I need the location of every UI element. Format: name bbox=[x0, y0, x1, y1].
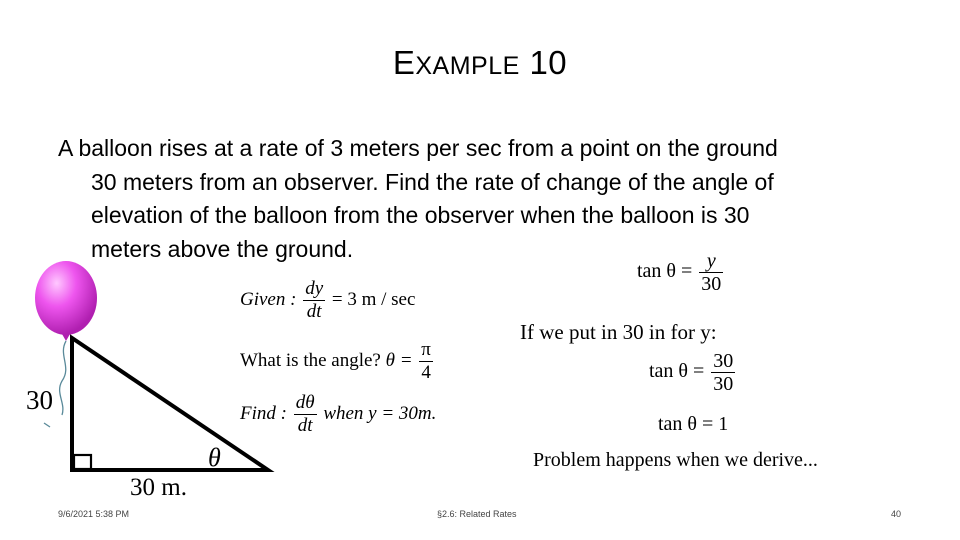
tan-result: tan θ = 1 bbox=[658, 413, 729, 435]
frac-num: y bbox=[699, 250, 723, 273]
tan-substituted bbox=[649, 350, 737, 395]
angle-theta-label: θ bbox=[208, 443, 221, 472]
frac-den: 30 bbox=[701, 273, 722, 295]
right-angle-mark bbox=[74, 455, 91, 469]
substitute-text: If we put in 30 in for y: bbox=[520, 320, 717, 344]
find-equation bbox=[240, 392, 436, 437]
footer-page-number: 40 bbox=[891, 509, 902, 519]
problem-line-4: meters above the ground. bbox=[91, 235, 354, 262]
frac-den: 4 bbox=[421, 362, 431, 383]
height-label: 30 bbox=[26, 385, 53, 415]
right-triangle bbox=[72, 338, 268, 470]
angle-question: What is the angle? bbox=[240, 349, 381, 371]
problem-note: Problem happens when we derive... bbox=[533, 449, 818, 471]
problem-statement bbox=[58, 132, 898, 266]
frac-num: 30 bbox=[713, 350, 734, 372]
dtheta-dt-fraction bbox=[294, 392, 317, 437]
frac-den: 30 bbox=[713, 373, 734, 395]
slide-title bbox=[0, 44, 960, 82]
title-small-caps: XAMPLE bbox=[415, 52, 520, 80]
angle-theta-eq: θ = bbox=[385, 349, 413, 371]
frac-num: dy bbox=[305, 278, 324, 299]
find-condition: when y = 30m. bbox=[323, 402, 437, 424]
title-first-letter: E bbox=[392, 44, 416, 81]
base-label: 30 m. bbox=[130, 474, 187, 501]
given-label: Given : bbox=[240, 288, 297, 310]
angle-equation bbox=[240, 339, 435, 384]
y-over-30-fraction bbox=[699, 250, 723, 295]
given-rhs: = 3 m / sec bbox=[331, 288, 416, 310]
footer-date: 9/6/2021 5:38 PM bbox=[58, 509, 130, 519]
frac-num: π bbox=[421, 339, 431, 360]
frac-den: dt bbox=[306, 301, 322, 322]
problem-line-2: 30 meters from an observer. Find the rate of change of the angle of bbox=[91, 168, 774, 195]
title-number: 10 bbox=[529, 44, 568, 81]
problem-line-1: A balloon rises at a rate of 3 meters per sec from a point on the ground bbox=[58, 135, 778, 161]
frac-den: dt bbox=[297, 415, 313, 436]
tan-lhs: tan θ = bbox=[637, 260, 693, 283]
tan-sub-lhs: tan θ = bbox=[649, 360, 705, 383]
frac-num: dθ bbox=[295, 392, 315, 413]
dy-dt-fraction bbox=[303, 278, 325, 323]
pi-over-4-fraction bbox=[419, 339, 433, 384]
footer-title: §2.6: Related Rates bbox=[437, 509, 517, 519]
find-label: Find : bbox=[240, 402, 287, 424]
problem-line-3: elevation of the balloon from the observer when the balloon is 30 bbox=[91, 202, 750, 228]
30-over-30-fraction bbox=[711, 350, 735, 395]
tan-formula bbox=[637, 250, 725, 295]
given-equation bbox=[240, 278, 415, 323]
